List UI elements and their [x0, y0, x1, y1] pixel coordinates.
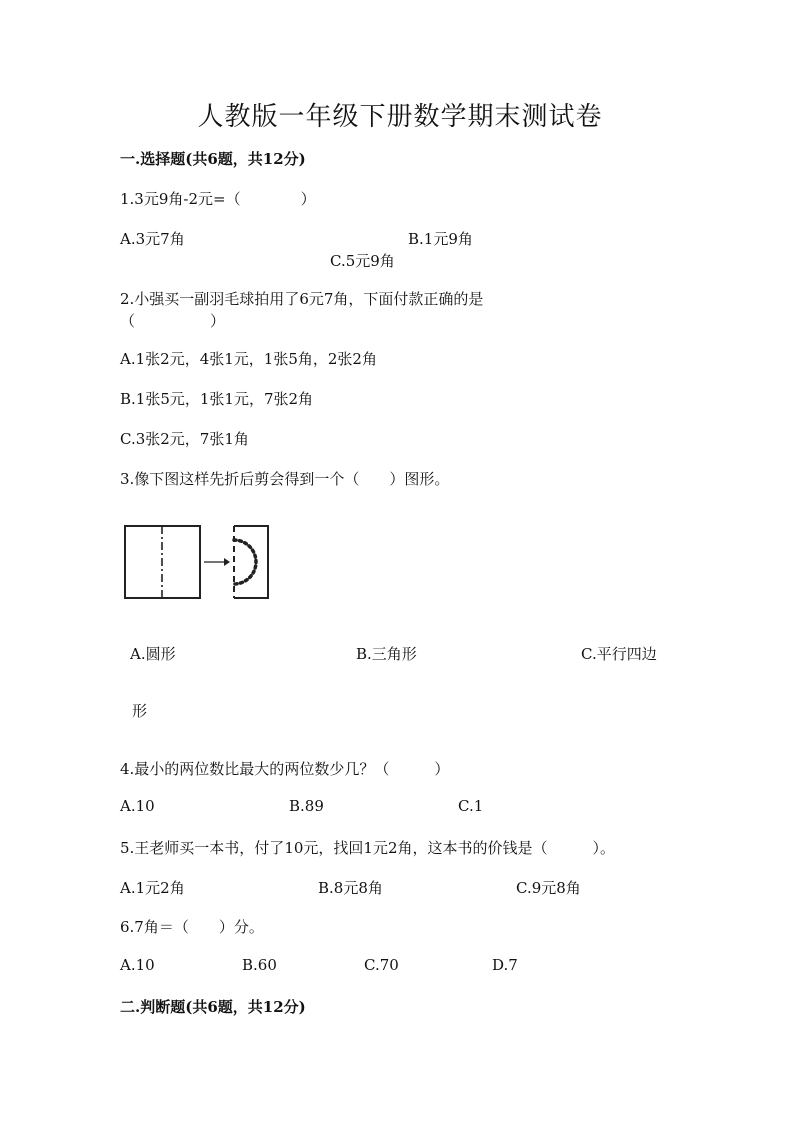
question-2-option-c: C.3张2元，7张1角 [120, 430, 249, 448]
question-4-option-c: C.1 [458, 797, 484, 815]
question-1-text: 1.3元9角-2元=（ ） [120, 190, 316, 208]
question-2-blank: （ ） [120, 312, 226, 330]
fold-cut-diagram [120, 520, 280, 604]
question-1-option-a: A.3元7角 [120, 230, 185, 248]
question-2-option-b: B.1张5元，1张1元，7张2角 [120, 390, 314, 408]
question-3-text: 3.像下图这样先折后剪会得到一个（ ）图形。 [120, 470, 450, 488]
question-6-option-d: D.7 [492, 956, 518, 974]
question-2-text: 2.小强买一副羽毛球拍用了6元7角，下面付款正确的是 [120, 290, 484, 308]
question-1-option-c: C.5元9角 [330, 252, 395, 270]
question-2-option-a: A.1张2元，4张1元，1张5角，2张2角 [120, 350, 377, 368]
question-1-option-b: B.1元9角 [408, 230, 473, 248]
question-3-option-b: B.三角形 [356, 645, 417, 663]
folded-paper [234, 526, 268, 598]
question-6-option-b: B.60 [242, 956, 277, 974]
page-title: 人教版一年级下册数学期末测试卷 [197, 102, 603, 132]
question-6-text: 6.7角＝（ ）分。 [120, 918, 264, 936]
fold-cut-figure [120, 520, 280, 608]
question-5-option-a: A.1元2角 [120, 879, 185, 897]
question-3-option-c-continued: 形 [132, 702, 148, 720]
question-5-option-c: C.9元8角 [516, 879, 581, 897]
section-heading-judgement: 二.判断题(共6题，共12分) [120, 998, 306, 1016]
question-4-option-b: B.89 [289, 797, 324, 815]
question-5-text: 5.王老师买一本书，付了10元，找回1元2角，这本书的价钱是（ ）。 [120, 839, 615, 857]
arrow-head [224, 558, 230, 566]
question-4-option-a: A.10 [120, 797, 155, 815]
question-6-option-a: A.10 [120, 956, 155, 974]
section-heading-choice: 一.选择题(共6题，共12分) [120, 150, 306, 168]
question-3-option-a: A.圆形 [130, 645, 176, 663]
question-6-option-c: C.70 [364, 956, 399, 974]
cut-half-circle [234, 540, 256, 584]
question-3-option-c: C.平行四边 [581, 645, 657, 663]
question-4-text: 4.最小的两位数比最大的两位数少几？（ ） [120, 760, 450, 778]
question-5-option-b: B.8元8角 [318, 879, 383, 897]
